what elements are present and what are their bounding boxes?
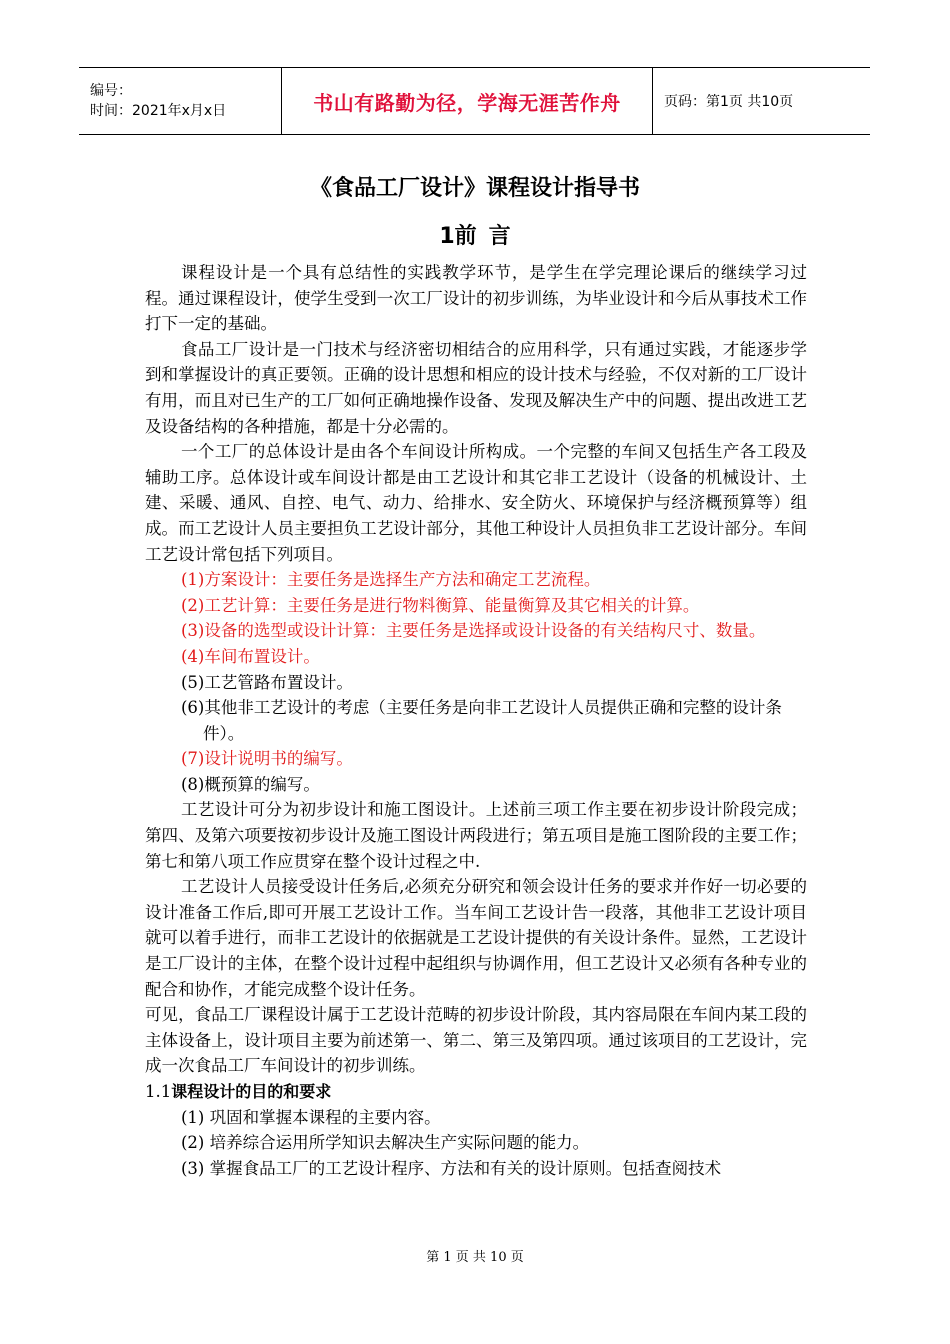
list-item-text: (2)工艺计算：主要任务是进行物料衡算、能量衡算及其它相关的计算。: [181, 595, 700, 615]
list-item: [145, 618, 807, 644]
paragraph-6: 可见，食品工厂课程设计属于工艺设计范畴的初步设计阶段，其内容局限在车间内某工段的主体设备上，设计项目主要为前述第一、第二、第三及第四项。通过该项目的工艺设计，完成一次食品工厂车间设计的初步训练。: [145, 1005, 807, 1076]
document-number-label: 编号：: [90, 83, 132, 99]
list-item: [145, 593, 807, 619]
section-word-1: 前: [454, 224, 477, 249]
motto-text: 书山有路勤为径，学海无涯苦作舟: [313, 90, 621, 115]
page-footer: 第 1 页 共 10 页: [426, 1250, 524, 1265]
header-page-cell: [653, 68, 870, 134]
list-item-text: (6)其他非工艺设计的考虑（主要任务是向非工艺设计人员提供正确和完整的设计条件）。: [181, 698, 782, 743]
list-item: [145, 772, 807, 798]
subsection-title: 课程设计的目的和要求: [171, 1082, 332, 1101]
paragraph-3: 一个工厂的总体设计是由各个车间设计所构成。一个完整的车间又包括生产各工段及辅助工序。总体设计或车间设计都是由工艺设计和其它非工艺设计（设备的机械设计、土建、采暖、通风、自控、电气、动力、给排水、安全防火、环境保护与经济概预算等）组成。而工艺设计人员主要担负工艺设计部分，其他工种设计人员担负非工艺设计部分。车间工艺设计常包括下列项目。: [145, 442, 807, 564]
header-table: [79, 67, 870, 135]
document-body: [145, 260, 807, 1181]
paragraph-2: 食品工厂设计是一门技术与经济密切相结合的应用科学，只有通过实践，才能逐步学到和掌握设计的真正要领。正确的设计思想和相应的设计技术与经验，不仅对新的工厂设计有用，而且对已生产的工厂如何正确地操作设备、发现及解决生产中的问题、提出改进工艺及设备结构的各种措施，都是十分必需的。: [145, 339, 807, 436]
goal-item-text: (3) 掌握食品工厂的工艺设计程序、方法和有关的设计原则。包括查阅技术: [181, 1158, 722, 1178]
header-motto-cell: [281, 68, 653, 134]
date-label: 时间：2021年x月x日: [90, 103, 227, 119]
list-item: [145, 746, 807, 772]
goal-item: [145, 1130, 807, 1156]
list-item-text: (8)概预算的编写。: [181, 774, 320, 794]
subsection-heading: [145, 1079, 807, 1105]
list-item: [145, 695, 807, 746]
document-title: 《食品工厂设计》课程设计指导书: [309, 176, 640, 201]
paragraph-4: 工艺设计可分为初步设计和施工图设计。上述前三项工作主要在初步设计阶段完成；第四、及第六项要按初步设计及施工图设计两段进行；第五项目是施工图阶段的主要工作；第七和第八项工作应贯穿在整个设计过程之中.: [145, 800, 807, 871]
section-word-2: 言: [488, 224, 511, 249]
list-item: [145, 670, 807, 696]
list-item-text: (4)车间布置设计。: [181, 646, 320, 666]
goal-item-text: (2) 培养综合运用所学知识去解决生产实际问题的能力。: [181, 1133, 590, 1153]
list-item: [145, 644, 807, 670]
list-item-text: (1)方案设计：主要任务是选择生产方法和确定工艺流程。: [181, 570, 601, 590]
goal-item: [145, 1156, 807, 1182]
list-item: [145, 567, 807, 593]
header-left-cell: [79, 68, 281, 134]
goal-item: [145, 1105, 807, 1131]
list-item-text: (3)设备的选型或设计计算：主要任务是选择或设计设备的有关结构尺寸、数量。: [181, 621, 766, 641]
paragraph-1: 课程设计是一个具有总结性的实践教学环节，是学生在学完理论课后的继续学习过程。通过课程设计，使学生受到一次工厂设计的初步训练，为毕业设计和今后从事技术工作打下一定的基础。: [145, 263, 807, 334]
subsection-number: 1.1: [145, 1082, 172, 1101]
paragraph-5: 工艺设计人员接受设计任务后,必须充分研究和领会设计任务的要求并作好一切必要的设计准备工作后,即可开展工艺设计工作。当车间工艺设计告一段落，其他非工艺设计项目就可以着手进行，而非工艺设计的依据就是工艺设计提供的有关设计条件。显然，工艺设计是工厂设计的主体，在整个设计过程中起组织与协调作用，但工艺设计又必须有各种专业的配合和协作，才能完成整个设计任务。: [145, 877, 807, 999]
list-item-text: (7)设计说明书的编写。: [181, 749, 353, 769]
goal-item-text: (1) 巩固和掌握本课程的主要内容。: [181, 1107, 441, 1127]
page-info: 页码：第1页 共10页: [664, 94, 794, 110]
section-number: 1: [439, 224, 455, 249]
section-heading: [0, 219, 950, 250]
list-item-text: (5)工艺管路布置设计。: [181, 672, 353, 692]
